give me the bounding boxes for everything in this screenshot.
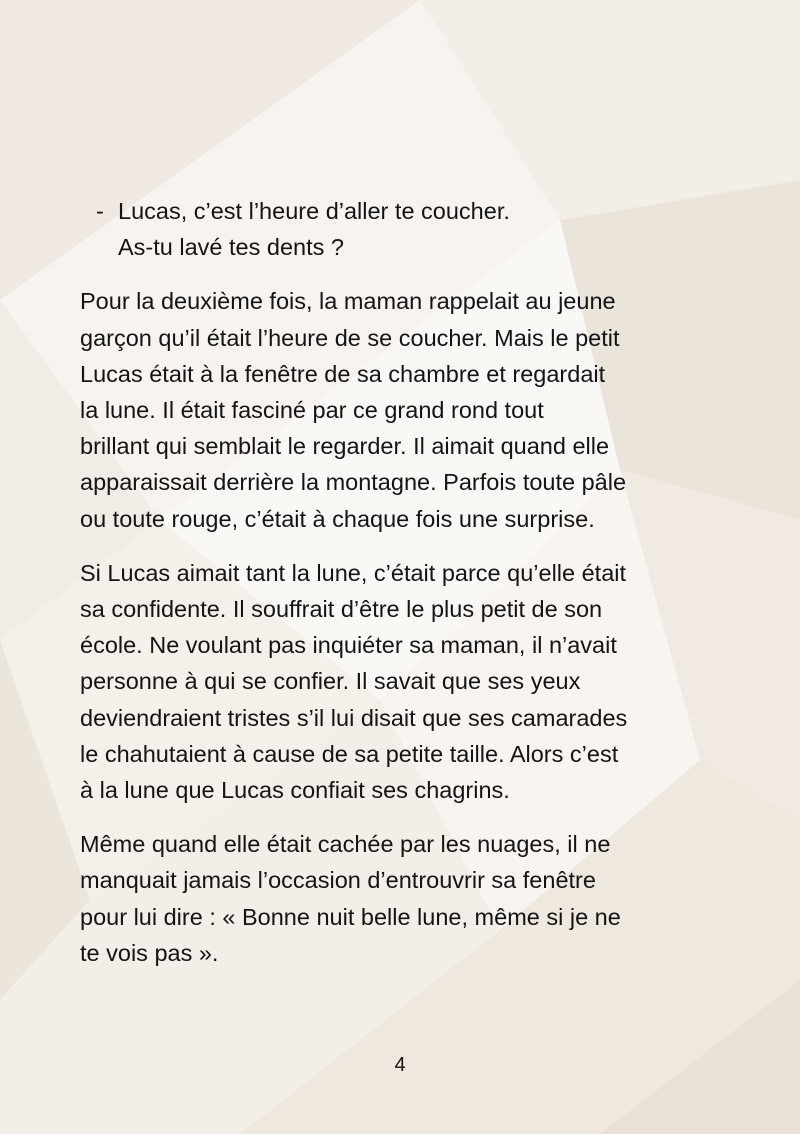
text-line: deviendraient tristes s’il lui disait que ses camarades bbox=[80, 704, 628, 731]
text-line: apparaissait derrière la montagne. Parfois toute pâle bbox=[80, 469, 627, 496]
text-line: brillant qui semblait le regarder. Il aimait quand elle bbox=[80, 433, 610, 460]
page-number: 4 bbox=[394, 1054, 406, 1076]
text-line: Lucas était à la fenêtre de sa chambre et regardait bbox=[80, 360, 606, 387]
text-line: Si Lucas aimait tant la lune, c’était parce qu’elle était bbox=[80, 559, 627, 586]
text-line: école. Ne voulant pas inquiéter sa maman, il n’avait bbox=[80, 632, 617, 659]
dialogue-line bbox=[80, 193, 730, 265]
text-line: manquait jamais l’occasion d’entrouvrir sa fenêtre bbox=[80, 867, 596, 894]
text-line: ou toute rouge, c’était à chaque fois une surprise. bbox=[80, 505, 595, 532]
paragraph-2 bbox=[80, 555, 730, 808]
paragraph-1 bbox=[80, 283, 730, 536]
story-text bbox=[80, 193, 730, 989]
text-line: à la lune que Lucas confiait ses chagrins. bbox=[80, 777, 510, 804]
dialogue-text-line: As-tu lavé tes dents ? bbox=[118, 234, 344, 261]
text-line: pour lui dire : « Bonne nuit belle lune, même si je ne bbox=[80, 903, 621, 930]
dialogue-text-line: Lucas, c’est l’heure d’aller te coucher. bbox=[118, 198, 510, 224]
text-line: sa confidente. Il souffrait d’être le plus petit de son bbox=[80, 596, 603, 623]
text-line: personne à qui se confier. Il savait que ses yeux bbox=[80, 668, 581, 695]
text-line: le chahutaient à cause de sa petite taille. Alors c’est bbox=[80, 740, 619, 767]
paragraph-3 bbox=[80, 826, 730, 971]
text-line: Même quand elle était cachée par les nuages, il ne bbox=[80, 831, 611, 858]
text-line: garçon qu’il était l’heure de se coucher. Mais le petit bbox=[80, 324, 620, 351]
dialogue-dash: - bbox=[96, 198, 104, 224]
text-line: la lune. Il était fasciné par ce grand rond tout bbox=[80, 397, 544, 424]
text-line: Pour la deuxième fois, la maman rappelait au jeune bbox=[80, 288, 616, 315]
text-line: te vois pas ». bbox=[80, 939, 219, 966]
